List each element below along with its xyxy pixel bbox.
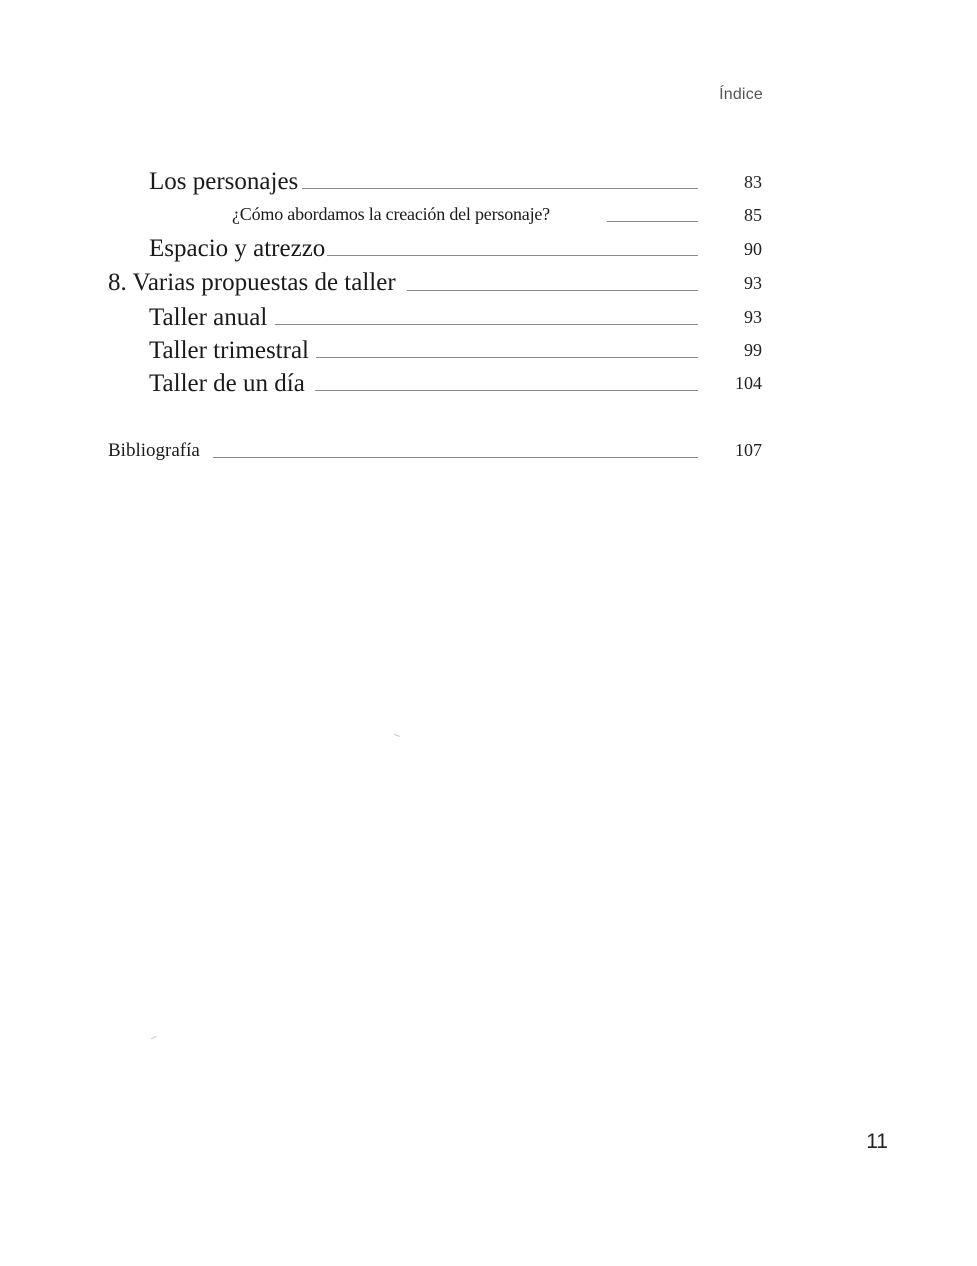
toc-entry-title: Taller trimestral <box>149 337 309 364</box>
toc-entry-page: 85 <box>744 205 762 225</box>
toc-entry-page: 107 <box>735 440 762 460</box>
toc-leader <box>302 188 698 189</box>
toc-entry-title: Los personajes <box>149 168 299 195</box>
toc-entry-page: 93 <box>744 307 762 327</box>
toc-leader <box>315 390 698 391</box>
toc-entry-page: 99 <box>744 340 762 360</box>
toc-leader <box>213 457 698 458</box>
page-number: 11 <box>866 1130 888 1153</box>
toc-leader <box>316 357 698 358</box>
toc-entry-title: Espacio y atrezzo <box>149 235 326 262</box>
toc-entry-page: 90 <box>744 239 762 259</box>
toc-entry-title: Taller de un día <box>149 370 305 397</box>
toc-entry-title: Taller anual <box>149 304 268 331</box>
toc-leader <box>327 255 698 256</box>
toc-entry-page: 93 <box>744 273 762 293</box>
toc-leader <box>275 324 698 325</box>
toc-leader <box>407 290 698 291</box>
toc-leader <box>607 221 698 222</box>
toc-entry-title: ¿Cómo abordamos la creación del personaje? <box>232 204 550 224</box>
toc-entry-page: 83 <box>744 172 762 192</box>
running-head: Índice <box>719 86 763 103</box>
toc-entry-title: 8. Varias propuestas de taller <box>108 269 396 296</box>
toc-entry-page: 104 <box>735 373 762 393</box>
toc-entry-title: Bibliografía <box>108 440 200 461</box>
